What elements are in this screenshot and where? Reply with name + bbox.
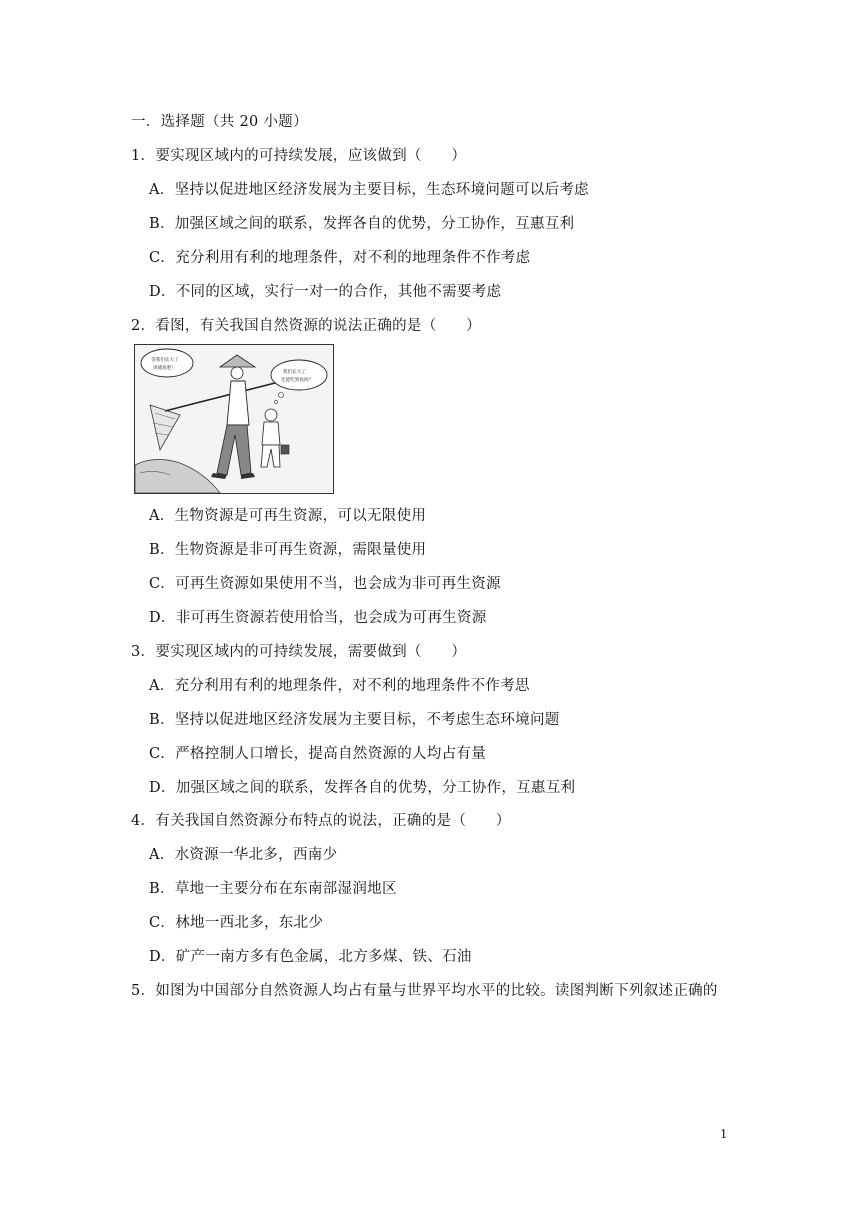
option-c: C．林地一西北多，东北少 — [149, 915, 324, 931]
option-b: B．草地一主要分布在东南部湿润地区 — [149, 881, 397, 897]
question-stem: 3．要实现区域内的可持续发展，需要做到（ ） — [131, 644, 467, 660]
option-b: B．生物资源是非可再生资源，需限量使用 — [149, 542, 427, 558]
cartoon-figure — [134, 344, 334, 494]
option-a: A．坚持以促进地区经济发展为主要目标，生态环境问题可以后考虑 — [149, 182, 589, 198]
page-number: 1 — [720, 1127, 727, 1142]
question-stem: 4．有关我国自然资源分布特点的说法，正确的是（ ） — [131, 813, 511, 829]
bubble-left-line-2: 再捕鱼吧！ — [153, 366, 176, 371]
option-a: A．水资源一华北多，西南少 — [149, 847, 338, 863]
question-stem: 1．要实现区域内的可持续发展，应该做到（ ） — [131, 148, 467, 164]
option-d: D．矿产一南方多有色金属，北方多煤、铁、石油 — [149, 949, 472, 965]
bubble-right-line-2: 还能吃到鱼吗？ — [281, 378, 314, 383]
option-d: D．非可再生资源若使用恰当，也会成为可再生资源 — [149, 610, 487, 626]
bubble-left-line-1: 等我们长大了 — [151, 358, 179, 363]
option-c: C．充分利用有利的地理条件，对不利的地理条件不作考虑 — [149, 250, 531, 266]
option-d: D．不同的区域，实行一对一的合作，其他不需要考虑 — [149, 284, 502, 300]
section-heading: 一．选择题（共 20 小题） — [131, 114, 308, 130]
option-a: A．生物资源是可再生资源，可以无限使用 — [149, 508, 427, 524]
option-c: C．严格控制人口增长，提高自然资源的人均占有量 — [149, 746, 486, 762]
bubble-right-line-1: 我们长大了 — [283, 370, 306, 375]
question-stem: 2．看图，有关我国自然资源的说法正确的是（ ） — [131, 318, 481, 334]
option-c: C．可再生资源如果使用不当，也会成为非可再生资源 — [149, 576, 501, 592]
option-d: D．加强区域之间的联系，发挥各自的优势，分工协作，互惠互利 — [149, 780, 576, 796]
cartoon-illustration — [135, 345, 333, 493]
option-a: A．充分利用有利的地理条件，对不利的地理条件不作考思 — [149, 678, 530, 694]
option-b: B．坚持以促进地区经济发展为主要目标，不考虑生态环境问题 — [149, 712, 560, 728]
question-stem: 5．如图为中国部分自然资源人均占有量与世界平均水平的比较。读图判断下列叙述正确的 — [131, 983, 718, 999]
option-b: B．加强区域之间的联系，发挥各自的优势，分工协作，互惠互利 — [149, 216, 575, 232]
